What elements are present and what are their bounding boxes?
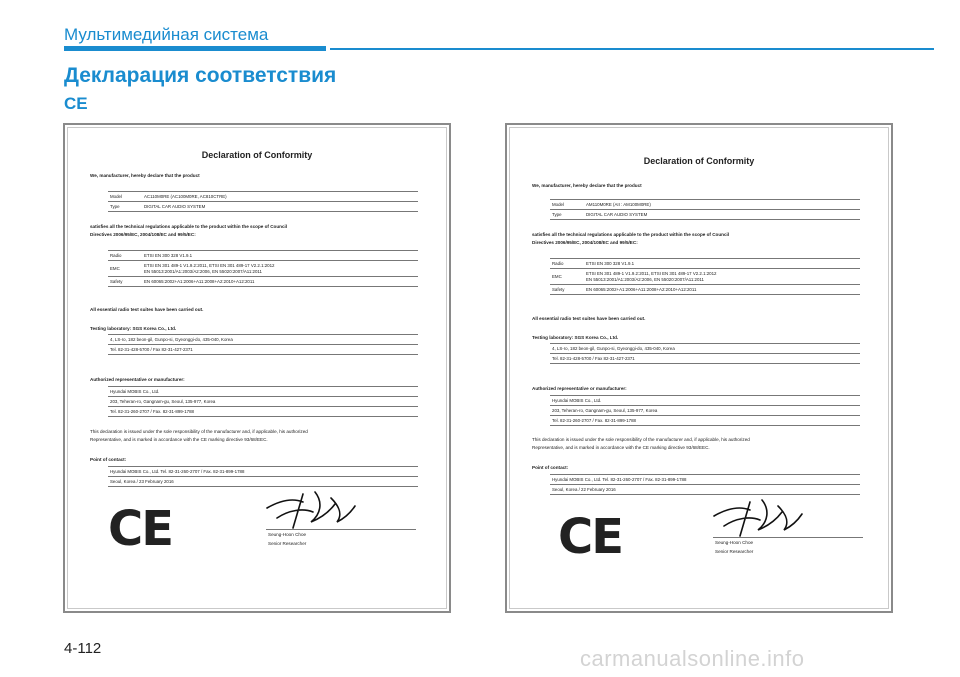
table-row (550, 285, 860, 295)
representative-label: Authorized representative or manufacturer: (90, 377, 185, 382)
satisfies-line-1: satisfies all the technical regulations applicable to the product within the scope of Council (90, 224, 288, 229)
product-key: Type (108, 202, 142, 212)
standard-value: EN 60065:2002+A1:2006+A11:2008+A2:2010+A12:2011 (584, 285, 860, 295)
satisfies-line-1: satisfies all the technical regulations applicable to the product within the scope of Council (532, 232, 730, 237)
contact-line: Hyundai MOBIS Co., Ltd. Tel. 82-31-260-2707 / Fax. 82-31-899-1788 (108, 467, 418, 477)
watermark: carmanualsonline.info (580, 646, 805, 671)
tests-done-text: All essential radio test suites have been carried out. (90, 307, 204, 312)
standard-key: Radio (108, 251, 142, 261)
standard-key: Radio (550, 259, 584, 269)
standard-value-line: EN 55013:2001/A1:2003/A2:2006, EN 55020:2007/A11:2011 (144, 268, 262, 274)
table-row (550, 416, 860, 426)
table-row (108, 387, 418, 397)
declaration-heading: Declaration of Conformity (201, 150, 313, 160)
table-row (108, 477, 418, 487)
table-row (108, 345, 418, 355)
contact-line: Seoul, Korea / 22 February 2016 (550, 485, 860, 495)
tests-done-text: All essential radio test suites have been carried out. (532, 316, 646, 321)
product-key: Model (550, 200, 584, 210)
declaration-sheet (509, 127, 889, 609)
table-row (550, 406, 860, 416)
declaration-heading: Declaration of Conformity (643, 156, 755, 166)
table-row (550, 485, 860, 495)
standard-value-line: EN 55013:2001/A1:2003/A2:2006, EN 55020:2007/A11:2011 (586, 276, 704, 282)
ce-mark: CE (558, 509, 623, 565)
lab-line: Tel. 82-31-428-5700 / Fax 82-31-427-2371 (550, 354, 860, 364)
table-row (108, 467, 418, 477)
contact-label: Point of contact: (532, 465, 569, 470)
page-subtitle: CE (64, 94, 88, 113)
product-value: AC110M0RE (AC100M0RE, AC810CTRE) (142, 192, 418, 202)
lab-table (108, 334, 418, 355)
issued-line-2: Representative, and is marked in accordance with the CE marking directive 93/68/EEC. (90, 437, 268, 442)
standards-table (550, 258, 860, 295)
page-title: Декларация соответствия (64, 64, 337, 87)
satisfies-line-2: Directives 2006/95/EC, 2004/108/EC and 99/5/EC: (90, 232, 196, 237)
standard-key: EMC (550, 269, 584, 285)
signer-name: Seung-Hoon Choe (268, 532, 307, 537)
signer-title: Senior Researcher (268, 541, 307, 546)
table-row (550, 269, 860, 285)
table-row (550, 210, 860, 220)
declaration-sheet (67, 127, 447, 609)
product-value: DIGITAL CAR AUDIO SYSTEM (584, 210, 860, 220)
page-number: 4-112 (64, 640, 102, 657)
issued-line-2: Representative, and is marked in accordance with the CE marking directive 93/68/EEC. (532, 445, 710, 450)
intro-text: We, manufacturer, hereby declare that the product (90, 173, 200, 178)
representative-line: 203, Teheran-ro, Gangnam-gu, Seoul, 135-977, Korea (108, 397, 418, 407)
contact-table (550, 474, 860, 495)
header-accent-bar (64, 46, 326, 51)
declaration-document-1 (63, 123, 451, 613)
representative-table (108, 386, 418, 417)
lab-line: 4, LS-ro, 182 beon-gil, Gunpo-si, Gyeonggi-do, 435-040, Korea (108, 335, 418, 345)
table-row (550, 200, 860, 210)
standard-value (584, 269, 860, 285)
section-title: Мультимедийная система (64, 25, 269, 44)
table-row (108, 397, 418, 407)
signature-graphic (710, 496, 805, 538)
standard-value-line: ETSI EN 301 489-1 V1.9.2:2011, ETSI EN 301 489-17 V2.2.1:2012 (586, 270, 717, 276)
issued-line-1: This declaration is issued under the sole responsibility of the manufacturer and, if applicable, his authorized (90, 429, 308, 434)
product-table (550, 199, 860, 220)
product-table (108, 191, 418, 212)
product-value: AM110M0RE (AII : AM100M0RE) (584, 200, 860, 210)
intro-text: We, manufacturer, hereby declare that the product (532, 183, 642, 188)
signature-line (266, 529, 416, 530)
representative-label: Authorized representative or manufacturer: (532, 386, 627, 391)
representative-line: Tel. 82-31-260-2707 / Fax. 82-31-899-1788 (108, 407, 418, 417)
contact-line: Hyundai MOBIS Co., Ltd. Tel. 82-31-260-2707 / Fax. 82-31-899-1788 (550, 475, 860, 485)
contact-line: Seoul, Korea / 23 February 2016 (108, 477, 418, 487)
table-row (108, 335, 418, 345)
signature-graphic (263, 488, 358, 530)
product-value: DIGITAL CAR AUDIO SYSTEM (142, 202, 418, 212)
representative-line: Hyundai MOBIS Co., Ltd. (108, 387, 418, 397)
standard-value-line: ETSI EN 301 489-1 V1.9.2:2011, ETSI EN 301 489-17 V2.2.1:2012 (144, 262, 275, 268)
signer-name: Seung-Hoon Choe (715, 540, 754, 545)
representative-line: Tel. 82-31-260-2707 / Fax. 82-31-899-1788 (550, 416, 860, 426)
standard-key: EMC (108, 261, 142, 277)
lab-table (550, 343, 860, 364)
lab-label: Testing laboratory: SGS Korea Co., Ltd. (90, 326, 177, 331)
contact-label: Point of contact: (90, 457, 127, 462)
product-key: Type (550, 210, 584, 220)
table-row (108, 202, 418, 212)
ce-mark: CE (108, 501, 173, 557)
signature-line (713, 537, 863, 538)
table-row (550, 475, 860, 485)
standards-table (108, 250, 418, 287)
standard-value: ETSI EN 300 328 V1.9.1 (142, 251, 418, 261)
declaration-document-2 (505, 123, 893, 613)
satisfies-line-2: Directives 2006/95/EC, 2004/108/EC and 99/5/EC: (532, 240, 638, 245)
representative-table (550, 395, 860, 426)
standard-key: Safety (550, 285, 584, 295)
table-row (550, 354, 860, 364)
contact-table (108, 466, 418, 487)
standard-key: Safety (108, 277, 142, 287)
table-row (108, 261, 418, 277)
product-key: Model (108, 192, 142, 202)
signer-title: Senior Researcher (715, 549, 754, 554)
standard-value: ETSI EN 300 328 V1.9.1 (584, 259, 860, 269)
header-rule (330, 48, 934, 50)
table-row (108, 277, 418, 287)
table-row (108, 251, 418, 261)
table-row (550, 259, 860, 269)
table-row (108, 192, 418, 202)
table-row (550, 396, 860, 406)
lab-line: Tel. 82-31-428-5700 / Fax 82-31-427-2371 (108, 345, 418, 355)
lab-line: 4, LS-ro, 182 beon-gil, Gunpo-si, Gyeonggi-do, 435-040, Korea (550, 344, 860, 354)
issued-line-1: This declaration is issued under the sole responsibility of the manufacturer and, if applicable, his authorized (532, 437, 750, 442)
table-row (108, 407, 418, 417)
standard-value: EN 60065:2002+A1:2006+A11:2008+A2:2010+A12:2011 (142, 277, 418, 287)
standard-value (142, 261, 418, 277)
table-row (550, 344, 860, 354)
representative-line: 203, Teheran-ro, Gangnam-gu, Seoul, 135-977, Korea (550, 406, 860, 416)
representative-line: Hyundai MOBIS Co., Ltd. (550, 396, 860, 406)
lab-label: Testing laboratory: SGS Korea Co., Ltd. (532, 335, 619, 340)
